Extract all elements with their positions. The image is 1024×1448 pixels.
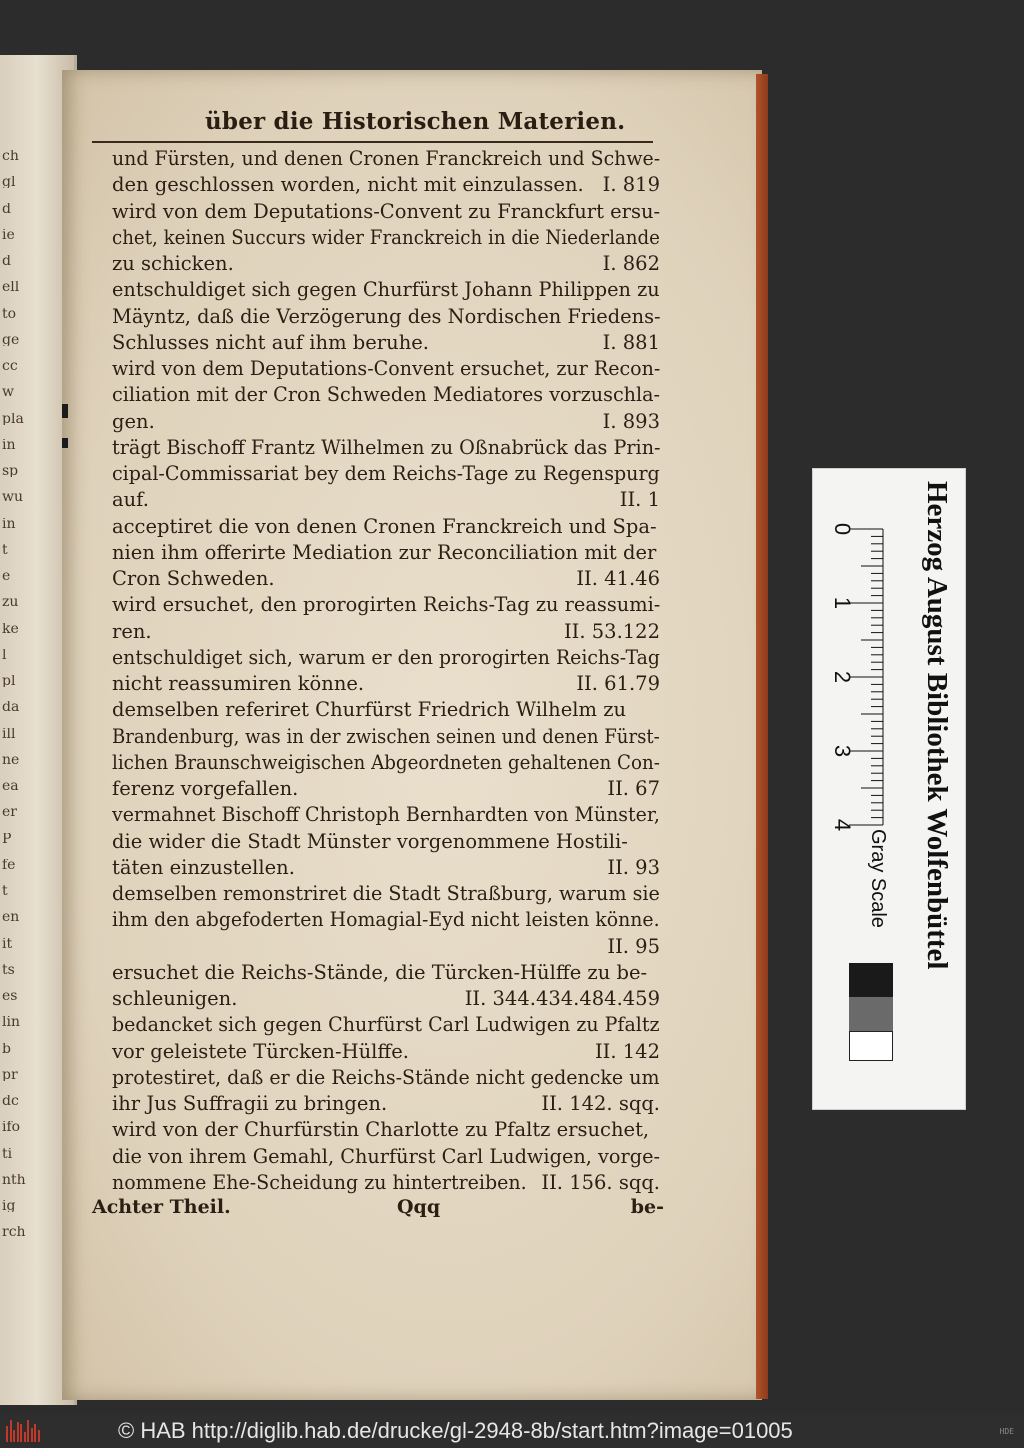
index-line (112, 277, 660, 303)
prev-page-fragment: en (2, 911, 20, 924)
index-page-reference: II. 156. sqq. (541, 1170, 660, 1194)
index-page-reference: II. 1 (619, 488, 660, 512)
index-line (112, 619, 660, 645)
logo-bar (27, 1420, 29, 1442)
margin-mark (62, 404, 68, 418)
viewer-footer-bar (0, 1415, 1024, 1448)
index-entry-text: protestiret, daß er die Reichs-Stände nicht gedencke um (112, 1065, 660, 1089)
prev-page-fragment: t (2, 543, 8, 556)
index-line (112, 1091, 660, 1117)
index-entry-text: zu schicken. (112, 252, 234, 275)
prev-page-fragment: l (2, 648, 7, 661)
prev-page-fragment: b (2, 1042, 11, 1055)
index-line (112, 304, 660, 330)
volume-label: Achter Theil. (92, 1196, 231, 1218)
index-entry-text: wird von dem Deputations-Convent zu Franckfurt ersu- (112, 199, 661, 223)
prev-page-fragment: e (2, 570, 11, 582)
index-page-reference: II. 344.434.484.459 (464, 987, 660, 1010)
logo-bar (38, 1430, 40, 1442)
scale-card (812, 468, 966, 1110)
ruler-number: 3 (830, 744, 855, 758)
ruler-number: 2 (830, 670, 855, 684)
index-entry-text: schleunigen. (112, 987, 238, 1010)
index-entry-text: Cron Schweden. (112, 567, 275, 590)
index-page-reference: I. 862 (602, 252, 660, 275)
prev-page-fragment: ch (2, 150, 19, 162)
prev-page-fragment: ig (2, 1200, 16, 1212)
prev-page-fragment: cc (2, 360, 18, 372)
index-entry-text: Mäyntz, daß die Verzögerung des Nordischen Friedens- (112, 304, 661, 328)
index-entry-text: bedancket sich gegen Churfürst Carl Ludwigen zu Pfaltz (112, 1013, 660, 1037)
corner-mark: HDE (999, 1427, 1014, 1436)
index-line (112, 776, 660, 802)
index-entry-text: die wider die Stadt Münster vorgenommene Hostili- (112, 829, 628, 853)
index-line (112, 1117, 660, 1143)
ruler-number: 1 (830, 596, 855, 610)
index-page-reference: II. 53.122 (563, 619, 660, 643)
prev-page-fragment: er (2, 806, 17, 819)
index-line (112, 934, 660, 960)
index-page-reference: I. 881 (602, 330, 660, 354)
ruler-number: 4 (830, 818, 855, 832)
prev-page-fragment: fe (2, 858, 16, 871)
index-entry-text: acceptiret die von denen Cronen Franckreich und Spa- (112, 514, 657, 538)
prev-page-fragment: in (2, 517, 16, 530)
index-entry-text: chet, keinen Succurs wider Franckreich in die Niederlande (112, 225, 660, 249)
prev-page-fragment: pr (2, 1068, 18, 1081)
prev-page-fragment: sp (2, 465, 19, 477)
prev-page-fragment: ea (2, 780, 19, 792)
index-line (112, 671, 660, 697)
index-line (112, 592, 660, 618)
index-line (112, 487, 660, 513)
prev-page-fragment: d (2, 202, 11, 215)
index-page-reference: II. 142 (594, 1039, 660, 1063)
page-fore-edge (756, 74, 768, 1399)
prev-page-fragment: pla (2, 412, 24, 425)
index-entry-text: wird von dem Deputations-Convent ersuchet, zur Recon- (112, 357, 661, 380)
index-page-reference: II. 93 (607, 855, 660, 879)
logo-bar (17, 1422, 19, 1442)
logo-bar (6, 1426, 8, 1442)
prev-page-fragment: lin (2, 1016, 20, 1029)
index-line (112, 409, 660, 435)
index-entry-text: nien ihm offerirte Mediation zur Reconciliation mit der (112, 540, 657, 564)
index-entry-text: ihm den abgefoderten Homagial-Eyd nicht leisten könne. (112, 908, 660, 932)
gray-scale-label: Gray Scale (867, 829, 889, 928)
hab-logo-icon (6, 1420, 42, 1442)
index-line (112, 435, 660, 461)
prev-page-fragment: ne (2, 753, 20, 766)
index-line (112, 566, 660, 592)
prev-page-fragment: ell (2, 281, 20, 294)
index-entry-text: ihr Jus Suffragii zu bringen. (112, 1092, 388, 1115)
prev-page-fragment: t (2, 885, 8, 897)
margin-mark (62, 438, 68, 448)
index-entry-text: nommene Ehe-Scheidung zu hintertreiben. (112, 1170, 527, 1194)
index-entry-text: den geschlossen worden, nicht mit einzulassen. (112, 173, 584, 197)
index-entry-text: demselben remonstriret die Stadt Straßburg, warum sie (112, 882, 660, 905)
index-line (112, 146, 660, 172)
index-entry-text: vor geleistete Türcken-Hülffe. (112, 1039, 409, 1063)
logo-bar (24, 1432, 26, 1442)
index-line (112, 514, 660, 540)
gray-scale-label-wrap (853, 829, 893, 949)
index-page-reference: II. 67 (607, 777, 660, 800)
index-line (112, 540, 660, 566)
index-line (112, 855, 660, 881)
prev-page-fragment: pl (2, 675, 16, 687)
index-line (112, 225, 660, 251)
index-entry-text: lichen Braunschweigischen Abgeordneten gehaltenen Con- (112, 750, 660, 774)
ruler-number: 0 (830, 522, 855, 536)
copyright-url[interactable]: © HAB http://diglib.hab.de/drucke/gl-2948-8b/start.htm?image=01005 (118, 1418, 793, 1443)
index-entry-text: Brandenburg, was in der zwischen seinen und denen Fürst- (112, 724, 660, 748)
header-rule (92, 141, 653, 143)
logo-bar (34, 1424, 36, 1442)
index-entry-text: auf. (112, 488, 149, 512)
prev-page-fragment: zu (2, 596, 19, 609)
index-entry-text: nicht reassumiren könne. (112, 672, 365, 695)
prev-page-fragment: gl (2, 176, 16, 189)
index-entry-text: ren. (112, 619, 152, 643)
index-entry-text: entschuldiget sich gegen Churfürst Johann Philippen zu (112, 278, 660, 302)
index-line (112, 697, 660, 723)
index-entry-text: cipal-Commissariat bey dem Reichs-Tage zu Regenspurg (112, 462, 660, 485)
index-line (112, 199, 660, 225)
index-line (112, 356, 660, 382)
index-entry-text: wird von der Churfürstin Charlotte zu Pfaltz ersuchet, (112, 1118, 650, 1142)
index-line (112, 1170, 660, 1196)
index-entry-text: täten einzustellen. (112, 855, 295, 879)
swatch-black (849, 963, 893, 997)
index-entry-text: die von ihrem Gemahl, Churfürst Carl Ludwigen, vorge- (112, 1144, 661, 1168)
index-entry-text: Schlusses nicht auf ihm beruhe. (112, 330, 429, 354)
index-line (112, 907, 660, 933)
library-name: Herzog August Bibliothek Wolfenbüttel (921, 481, 953, 970)
swatch-gray (849, 997, 893, 1031)
index-line (112, 1144, 660, 1170)
index-line (112, 645, 660, 671)
prev-page-fragment: to (2, 307, 17, 320)
index-line (112, 986, 660, 1012)
index-line (112, 382, 660, 408)
logo-bar (10, 1420, 12, 1442)
logo-bar (20, 1424, 22, 1442)
prev-page-fragment: nth (2, 1173, 26, 1186)
prev-page-fragment: ti (2, 1147, 13, 1160)
logo-bar (31, 1428, 33, 1442)
prev-page-fragment: da (2, 701, 20, 714)
index-entry-text: trägt Bischoff Frantz Wilhelmen zu Oßnabrück das Prin- (112, 435, 661, 459)
index-entry-text: vermahnet Bischoff Christoph Bernhardten von Münster, (112, 803, 660, 827)
index-text (112, 146, 660, 1196)
index-line (112, 461, 660, 487)
index-entry-text: ersuchet die Reichs-Stände, die Türcken-Hülffe zu be- (112, 960, 648, 984)
index-page-reference: II. 95 (607, 934, 660, 958)
index-line (112, 172, 660, 198)
prev-page-fragment: wu (2, 491, 23, 504)
logo-bar (13, 1430, 15, 1442)
index-line (112, 330, 660, 356)
prev-page-fragment: rch (2, 1226, 26, 1239)
signature-mark: Qqq (397, 1196, 441, 1218)
index-line (112, 960, 660, 986)
catchword: be- (630, 1196, 664, 1218)
prev-page-fragment: w (2, 386, 14, 399)
index-line (112, 881, 660, 907)
prev-page-fragment: ts (2, 963, 15, 976)
index-line (112, 1065, 660, 1091)
index-line (112, 829, 660, 855)
prev-page-fragment: d (2, 255, 11, 267)
prev-page-fragment: P (2, 832, 12, 845)
ruler (821, 479, 901, 869)
index-page-reference: II. 142. sqq. (541, 1092, 660, 1115)
index-entry-text: entschuldiget sich, warum er den prorogirten Reichs-Tag (112, 645, 660, 669)
index-line (112, 750, 660, 776)
prev-page-fragment: ill (2, 727, 16, 740)
running-header: über die Historischen Materien. (205, 108, 626, 135)
index-line (112, 1012, 660, 1038)
prev-page-fragment: ie (2, 228, 15, 241)
index-line (112, 724, 660, 750)
index-line (112, 1039, 660, 1065)
prev-page-fragment: es (2, 990, 18, 1002)
index-entry-text: und Fürsten, und denen Cronen Franckreich und Schwe- (112, 147, 661, 170)
prev-page-fragment: ifo (2, 1121, 21, 1134)
index-line (112, 802, 660, 828)
index-entry-text: gen. (112, 409, 155, 433)
index-line (112, 251, 660, 277)
swatch-white (849, 1031, 893, 1061)
prev-page-fragment: ge (2, 333, 20, 346)
index-page-reference: II. 61.79 (576, 672, 660, 695)
index-entry-text: ciliation mit der Cron Schweden Mediatores vorzuschla- (112, 383, 661, 407)
prev-page-fragment: dc (2, 1095, 19, 1107)
index-page-reference: I. 893 (602, 409, 660, 433)
index-page-reference: II. 41.46 (576, 567, 660, 590)
index-entry-text: demselben referiret Churfürst Friedrich Wilhelm zu (112, 698, 627, 722)
library-name-wrap (909, 477, 957, 1097)
prev-page-fragment: it (2, 937, 13, 950)
index-page-reference: I. 819 (602, 173, 660, 197)
prev-page-fragment: ke (2, 622, 19, 635)
index-entry-text: ferenz vorgefallen. (112, 777, 299, 800)
index-entry-text: wird ersuchet, den prorogirten Reichs-Tag zu reassumi- (112, 593, 661, 617)
prev-page-fragment: in (2, 438, 16, 451)
page-footer (92, 1196, 664, 1222)
